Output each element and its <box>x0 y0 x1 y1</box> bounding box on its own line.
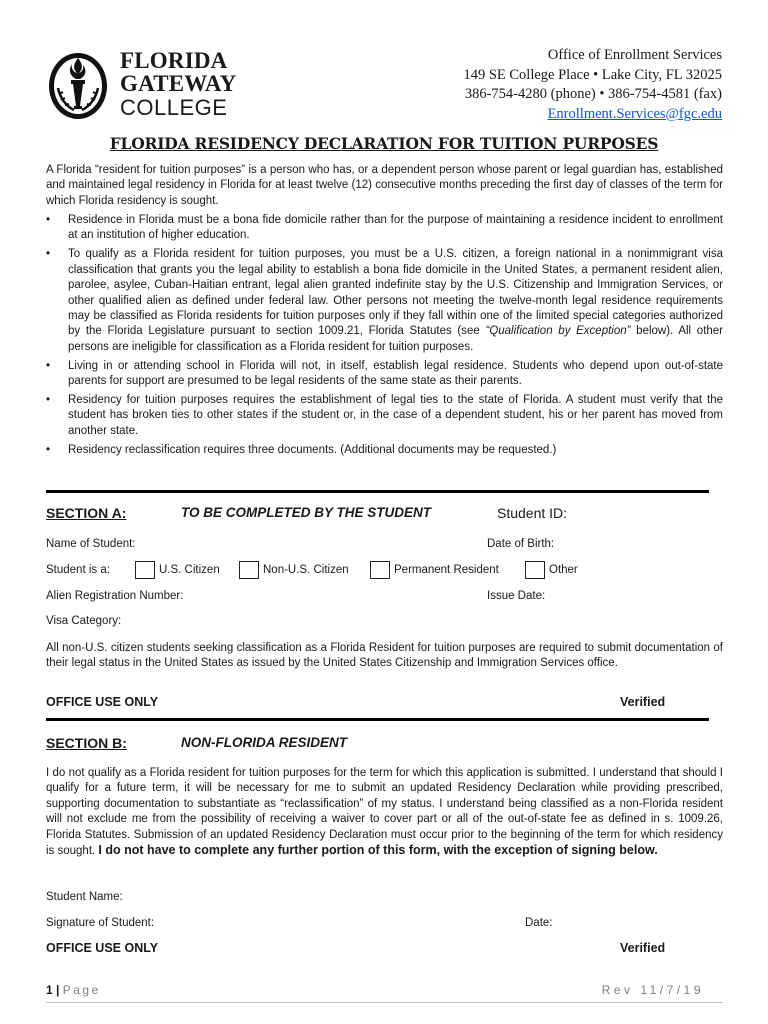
office-contact-block <box>463 46 722 124</box>
visa-category-label: Visa Category: <box>46 615 122 627</box>
other-checkbox[interactable] <box>525 561 545 579</box>
section-b-subtitle: NON-FLORIDA RESIDENT <box>181 735 347 750</box>
college-logo <box>46 48 346 120</box>
legal-status-note: All non-U.S. citizen students seeking classification as a Florida Resident for tuition purposes are required to submit documentation of their legal status in the United States as issued by the United States Citizenship and Immigration Services office. <box>46 642 723 670</box>
residency-rules-list <box>46 213 723 462</box>
list-item: • To qualify as a Florida resident for tuition purposes, you must be a U.S. citizen, a foreign national in a nonimmigrant visa classification that grants you the legal ability to establish a bona fide domicile in the United States, a permanent resident alien, parolee, asylee, Cuban-Haitian entrant, legal alien granted indefinite stay by the U.S. Citizenship and Immigration Services, or other qualified alien as defined under federal law. Other persons not meeting the twelve-month legal residence requirements may be classified as Florida residents for tuition purposes only if they fall within one of the limited special categories authorized by the Florida Legislature pursuant to section 1009.21, Florida Statutes (see “Qualification by Exception” below). All other persons are ineligible for classification as a Florida resident for tuition purposes. <box>46 248 724 353</box>
page-title: FLORIDA RESIDENCY DECLARATION FOR TUITION PURPOSES <box>109 134 659 153</box>
section-a-label: SECTION A: <box>46 505 127 521</box>
verified-label: Verified <box>620 941 666 955</box>
office-phones: 386-754-4280 (phone) • 386-754-4581 (fax) <box>464 86 722 102</box>
student-name-label: Name of Student: <box>46 538 136 550</box>
us-citizen-option-label: U.S. Citizen <box>159 564 220 576</box>
verified-label: Verified <box>620 695 666 709</box>
non-us-citizen-checkbox[interactable] <box>239 561 259 579</box>
student-name-label-b: Student Name: <box>46 891 123 903</box>
torch-logo-icon <box>46 48 110 120</box>
list-item: • Residency reclassification requires three documents. (Additional documents may be requested.) <box>46 443 723 458</box>
office-address: 149 SE College Place • Lake City, FL 32025 <box>463 66 722 83</box>
signature-date-label: Date: <box>525 917 553 929</box>
logo-wordmark <box>120 49 346 119</box>
section-divider <box>46 490 709 493</box>
permanent-resident-option-label: Permanent Resident <box>394 564 499 576</box>
date-of-birth-label: Date of Birth: <box>487 538 555 550</box>
signature-label: Signature of Student: <box>46 917 155 929</box>
non-resident-statement: I do not qualify as a Florida resident for tuition purposes for the term for which this application is submitted. I understand that should I qualify for a future term, it will be necessary for me to submit an updated Residency Declaration while providing prescribed, supporting documentation to substantiate as “reclassification” of my status. I understand being classified as a non-Florida resident will not exclude me from the possibility of receiving a waiver to cover part or all of the out-of-state fee as defined in s. 1009.26, Florida Statutes. Submission of an updated Residency Declaration must occur prior to the beginning of the term for which residency is sought. I do not have to complete any further portion of this form, with the exception of signing below. <box>46 767 723 858</box>
office-use-only-label: OFFICE USE ONLY <box>46 695 159 709</box>
intro-paragraph: A Florida “resident for tuition purposes” is a person who has, or a dependent person whose parent or legal guardian has, established and maintained legal residency in Florida for at least twelve (12) consecutive months preceding the first day of classes of the term for which Florida residency is sought. <box>46 164 723 207</box>
bullet-icon: • <box>46 248 51 261</box>
revision-date: Rev 11/7/19 <box>601 983 704 997</box>
section-b-header <box>46 735 723 755</box>
section-divider <box>46 718 709 721</box>
list-item: • Residency for tuition purposes requires the establishment of legal ties to the state of Florida. A student must verify that the student has broken ties to other states if the student or, in the case of a dependent student, his or her parent has moved from another state. <box>46 393 723 437</box>
non-us-citizen-option-label: Non-U.S. Citizen <box>263 564 349 576</box>
us-citizen-checkbox[interactable] <box>135 561 155 579</box>
bullet-icon: • <box>46 443 51 456</box>
list-item: • Residence in Florida must be a bona fide domicile rather than for the purpose of maintaining a residence incident to enrollment at an institution of higher education. <box>46 214 723 242</box>
office-name: Office of Enrollment Services <box>547 47 722 63</box>
page-header <box>0 0 768 130</box>
office-email-link[interactable]: Enrollment.Services@fgc.edu <box>547 105 722 122</box>
permanent-resident-checkbox[interactable] <box>370 561 390 579</box>
section-a-header <box>46 505 723 525</box>
bullet-icon: • <box>46 359 51 372</box>
bullet-icon: • <box>46 214 51 226</box>
list-item: • Living in or attending school in Florida will not, in itself, establish legal residence. Students who depend upon out-of-state parents for support are presumed to be legal residents of the same state as their parents. <box>46 359 723 388</box>
issue-date-label: Issue Date: <box>487 590 546 602</box>
office-use-only-label: OFFICE USE ONLY <box>46 941 159 955</box>
alien-registration-label: Alien Registration Number: <box>46 590 184 602</box>
student-is-label: Student is a: <box>46 564 110 576</box>
logo-line-1: FLORIDA GATEWAY <box>120 48 237 96</box>
bullet-icon: • <box>46 393 51 406</box>
page-footer-number: 1 | Page <box>46 983 101 997</box>
footer-divider <box>46 1002 723 1003</box>
logo-line-2: COLLEGE <box>120 95 228 120</box>
student-id-label: Student ID: <box>497 505 568 521</box>
section-a-subtitle: TO BE COMPLETED BY THE STUDENT <box>181 505 432 520</box>
section-b-label: SECTION B: <box>46 735 127 751</box>
other-option-label: Other <box>549 564 578 576</box>
